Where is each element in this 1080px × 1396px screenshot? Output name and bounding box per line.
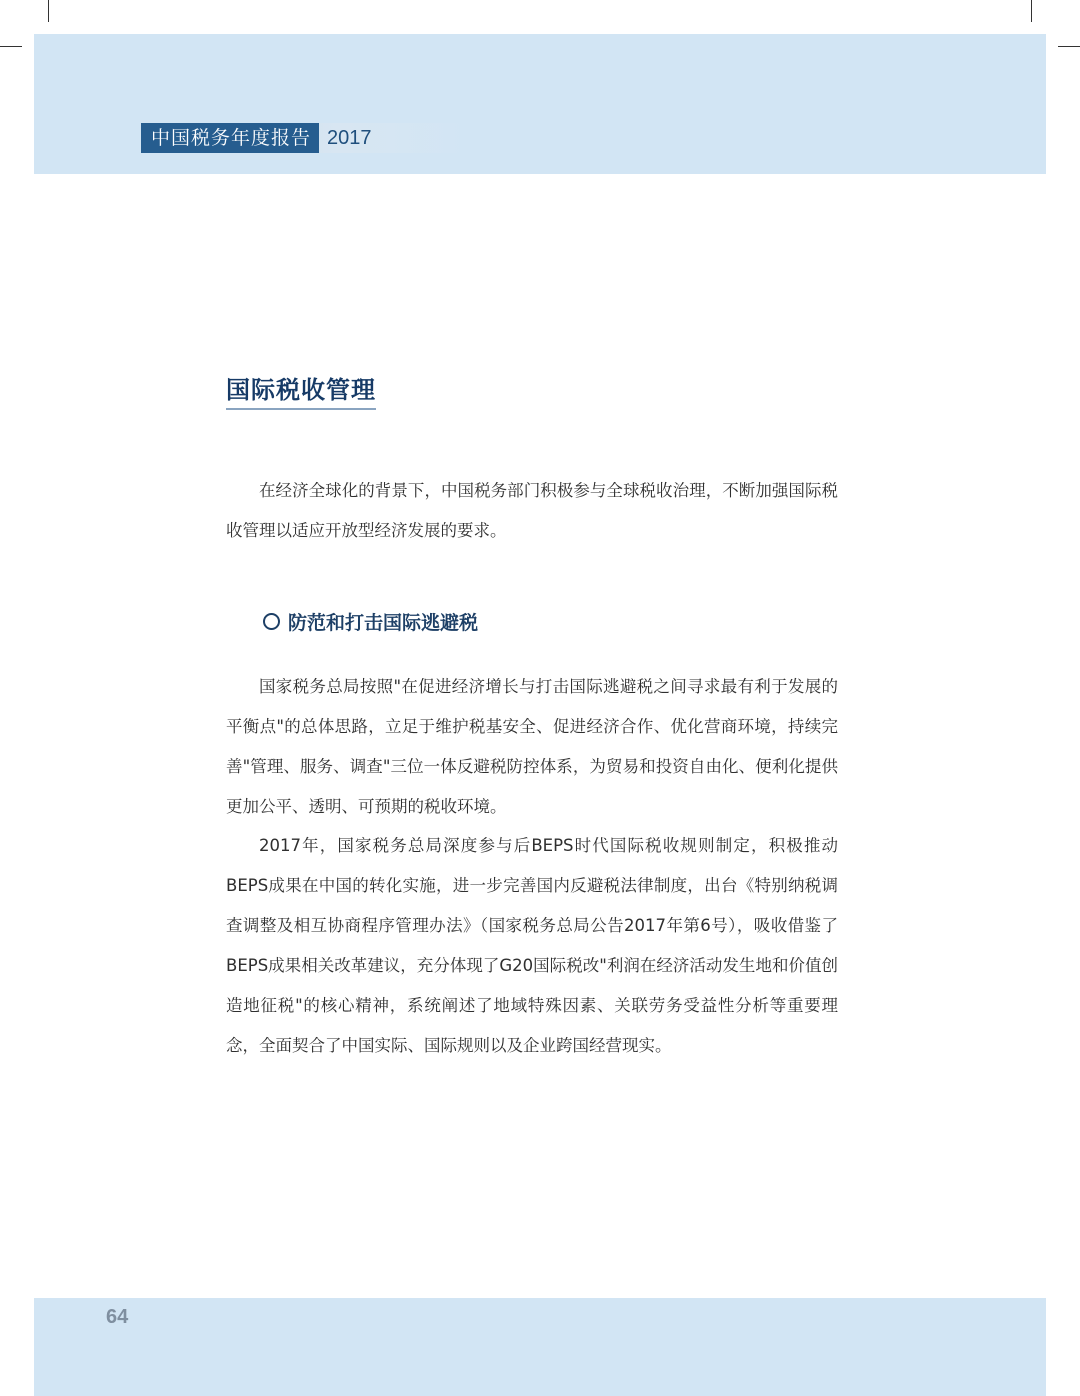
circle-bullet-icon xyxy=(263,613,280,630)
intro-paragraph: 在经济全球化的背景下，中国税务部门积极参与全球税收治理，不断加强国际税收管理以适应开放型经济发展的要求。 xyxy=(226,481,838,540)
section-title: 国际税收管理 xyxy=(226,370,376,410)
crop-mark xyxy=(1058,46,1080,47)
page-number: 64 xyxy=(106,1306,129,1328)
footer-band xyxy=(34,1298,1046,1396)
crop-mark xyxy=(0,46,22,47)
crop-mark xyxy=(1031,0,1032,22)
crop-mark xyxy=(48,0,49,22)
running-header xyxy=(141,123,471,153)
body-paragraph: 国家税务总局按照"在促进经济增长与打击国际逃避税之间寻求最有利于发展的平衡点"的总体思路，立足于维护税基安全、促进经济合作、优化营商环境，持续完善"管理、服务、调查"三位一体反避税防控体系，为贸易和投资自由化、便利化提供更加公平、透明、可预期的税收环境。 xyxy=(226,677,838,816)
header-band xyxy=(34,34,1046,174)
report-year: 2017 xyxy=(327,127,372,149)
subsection-heading xyxy=(263,608,478,635)
subsection-heading-text: 防范和打击国际逃避税 xyxy=(288,612,479,634)
body-paragraph: 2017年，国家税务总局深度参与后BEPS时代国际税收规则制定，积极推动BEPS成果在中国的转化实施，进一步完善国内反避税法律制度，出台《特别纳税调查调整及相互协商程序管理办法》（国家税务总局公告2017年第6号），吸收借鉴了BEPS成果相关改革建议，充分体现了G20国际税改"利润在经济活动发生地和价值创造地征税"的核心精神，系统阐述了地域特殊因素、关联劳务受益性分析等重要理念，全面契合了中国实际、国际规则以及企业跨国经营现实。 xyxy=(226,836,838,1055)
report-title: 中国税务年度报告 xyxy=(141,123,319,153)
